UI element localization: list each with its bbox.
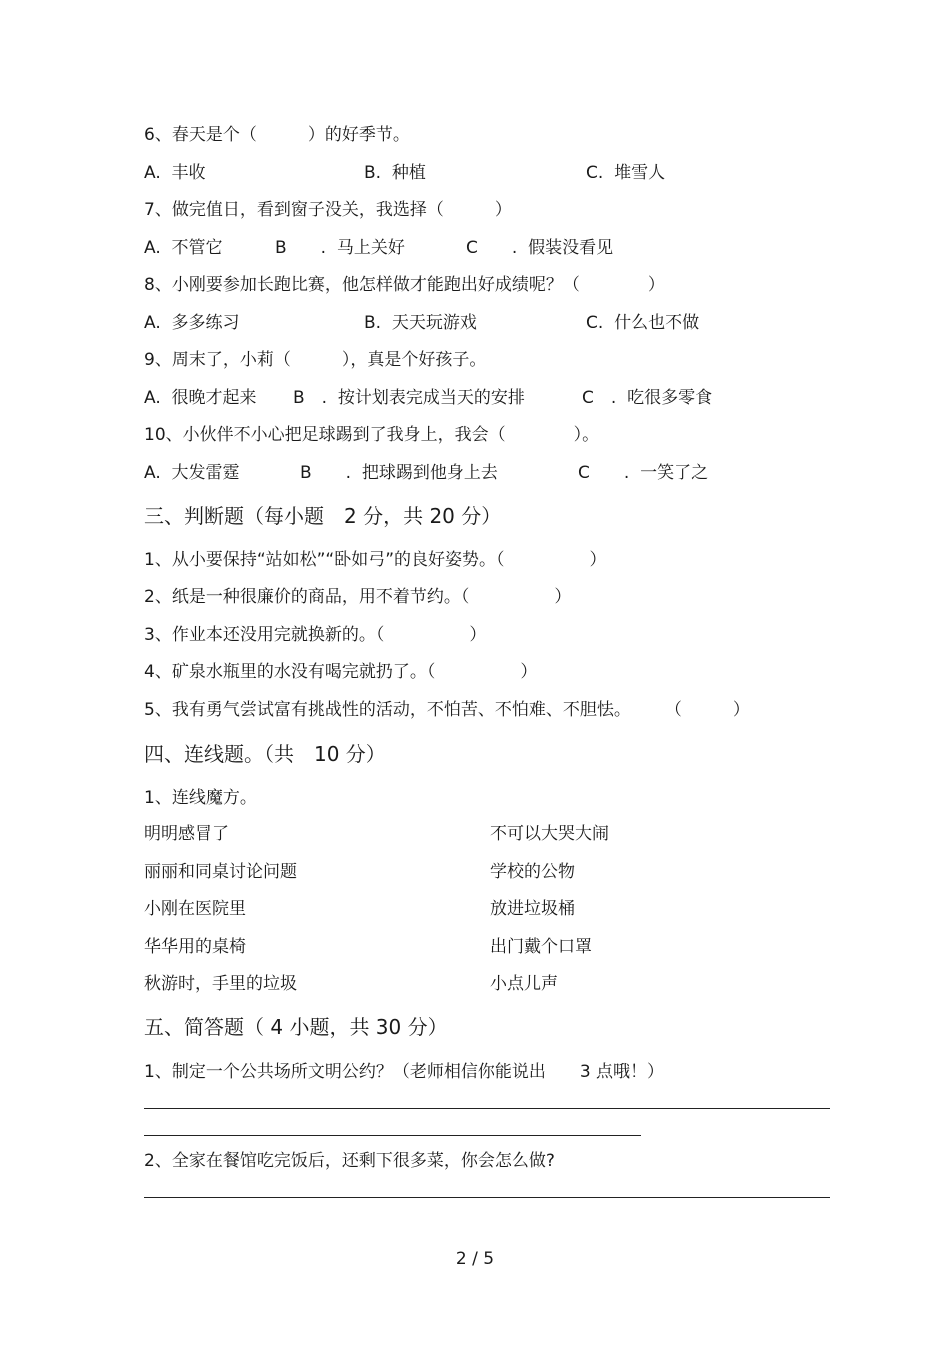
question-10-option-c: C . 一笑了之 xyxy=(578,463,709,483)
question-6-option-a: A. 丰收 xyxy=(144,163,206,183)
question-8-option-b: B. 天天玩游戏 xyxy=(364,313,477,333)
judgment-item: 1、从小要保持“站如松”“卧如弓”的良好姿势。（ ） xyxy=(144,550,607,570)
judgment-item: 5、我有勇气尝试富有挑战性的活动，不怕苦、不怕难、不胆怯。 （ ） xyxy=(144,700,750,720)
matching-left-item: 小刚在医院里 xyxy=(144,899,246,919)
question-8-option-a: A. 多多练习 xyxy=(144,313,240,333)
answer-line xyxy=(144,1108,830,1109)
short-answer-question-2: 2、全家在餐馆吃完饭后，还剩下很多菜，你会怎么做? xyxy=(144,1151,555,1171)
question-9-option-c: C . 吃很多零食 xyxy=(582,388,713,408)
matching-right-item: 放进垃圾桶 xyxy=(490,899,575,919)
question-8-option-c: C. 什么也不做 xyxy=(586,313,700,333)
question-8-stem: 8、小刚要参加长跑比赛，他怎样做才能跑出好成绩呢？（ ） xyxy=(144,275,665,295)
question-6-option-b: B. 种植 xyxy=(364,163,426,183)
page-number: 2 / 5 xyxy=(455,1249,495,1269)
question-9-option-b: B . 按计划表完成当天的安排 xyxy=(293,388,525,408)
question-9-stem: 9、周末了，小莉（ ），真是个好孩子。 xyxy=(144,350,487,370)
judgment-item: 4、矿泉水瓶里的水没有喝完就扔了。（ ） xyxy=(144,662,538,682)
matching-right-item: 出门戴个口罩 xyxy=(490,937,592,957)
question-6-option-c: C. 堆雪人 xyxy=(586,163,666,183)
matching-left-item: 秋游时，手里的垃圾 xyxy=(144,974,297,994)
matching-prompt: 1、连线魔方。 xyxy=(144,788,257,808)
section-5-heading: 五、简答题（ 4 小题，共 30 分） xyxy=(144,1015,448,1039)
question-7-option-a: A. 不管它 xyxy=(144,238,223,258)
short-answer-question-1: 1、制定一个公共场所文明公约？（老师相信你能说出 3 点哦！） xyxy=(144,1062,665,1082)
question-7-option-c: C . 假装没看见 xyxy=(466,238,614,258)
question-9-option-a: A. 很晚才起来 xyxy=(144,388,257,408)
judgment-item: 3、作业本还没用完就换新的。（ ） xyxy=(144,625,487,645)
matching-right-item: 不可以大哭大闹 xyxy=(490,824,609,844)
matching-right-item: 学校的公物 xyxy=(490,862,575,882)
matching-right-item: 小点儿声 xyxy=(490,974,558,994)
matching-left-item: 华华用的桌椅 xyxy=(144,937,246,957)
matching-left-item: 明明感冒了 xyxy=(144,824,229,844)
question-7-option-b: B . 马上关好 xyxy=(275,238,405,258)
answer-line xyxy=(144,1197,830,1198)
judgment-item: 2、纸是一种很廉价的商品，用不着节约。（ ） xyxy=(144,587,572,607)
question-10-option-a: A. 大发雷霆 xyxy=(144,463,240,483)
question-10-option-b: B . 把球踢到他身上去 xyxy=(300,463,498,483)
matching-left-item: 丽丽和同桌讨论问题 xyxy=(144,862,297,882)
answer-line xyxy=(144,1135,641,1136)
section-3-heading: 三、判断题（每小题 2 分，共 20 分） xyxy=(144,504,502,528)
section-4-heading: 四、连线题。（共 10 分） xyxy=(144,742,386,766)
question-7-stem: 7、做完值日，看到窗子没关，我选择（ ） xyxy=(144,200,512,220)
question-10-stem: 10、小伙伴不小心把足球踢到了我身上，我会（ ）。 xyxy=(144,425,600,445)
question-6-stem: 6、春天是个（ ）的好季节。 xyxy=(144,125,410,145)
